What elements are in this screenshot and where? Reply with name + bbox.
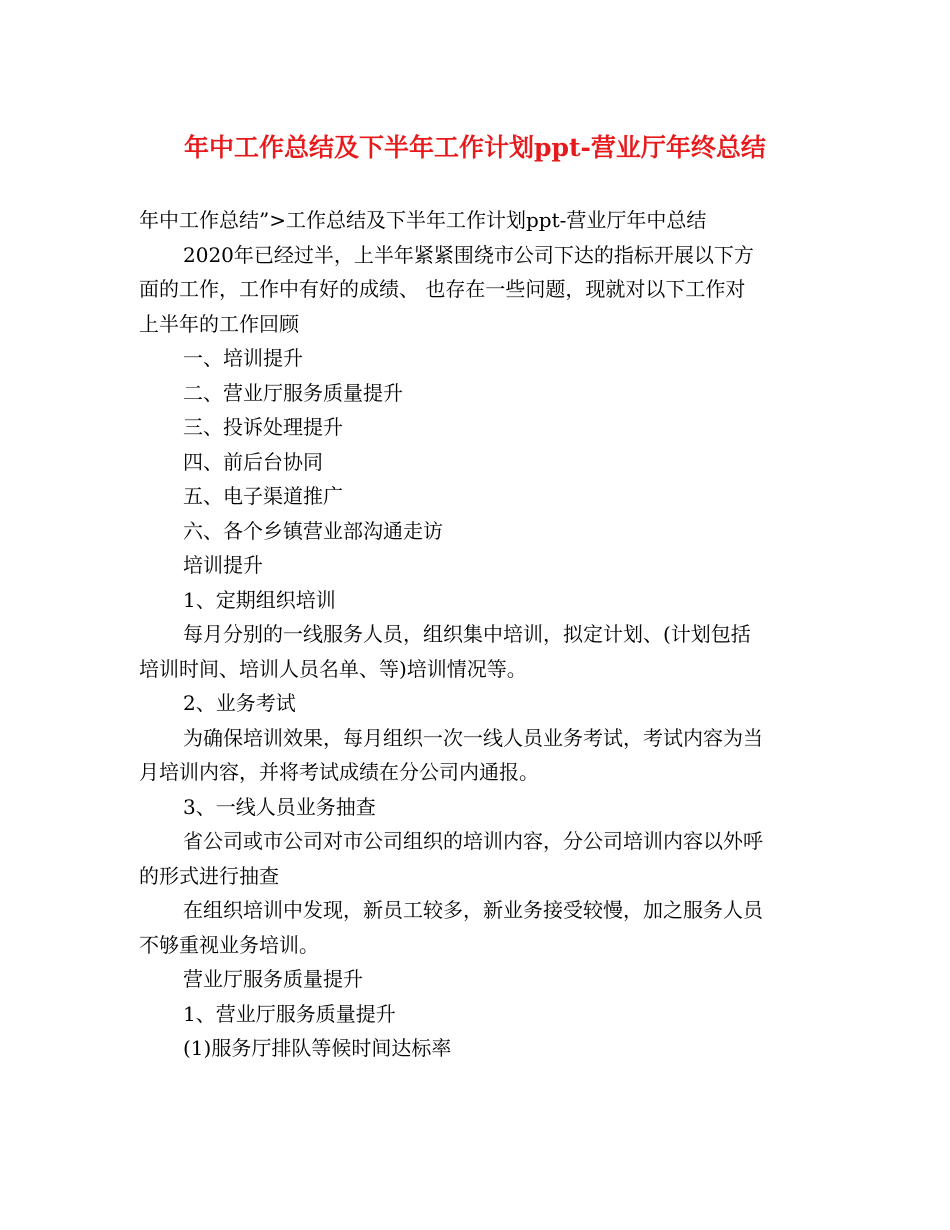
document-title: 年中工作总结及下半年工作计划ppt-营业厅年终总结 xyxy=(184,133,766,162)
body-line: 面的工作，工作中有好的成绩、 也存在一些问题，现就对以下工作对 xyxy=(139,277,746,301)
body-line: 二、营业厅服务质量提升 xyxy=(183,380,403,405)
body-line: 每月分别的一线服务人员，组织集中培训，拟定计划、(计划包括 xyxy=(183,622,751,646)
body-line: 四、前后台协同 xyxy=(183,449,323,474)
body-line: 六、各个乡镇营业部沟通走访 xyxy=(183,518,443,543)
body-line: 三、投诉处理提升 xyxy=(183,415,343,439)
body-line: 不够重视业务培训。 xyxy=(139,932,319,957)
body-line: 月培训内容，并将考试成绩在分公司内通报。 xyxy=(139,760,539,784)
body-line: 培训时间、培训人员名单、等)培训情况等。 xyxy=(139,656,527,681)
body-line: 培训提升 xyxy=(183,553,263,577)
body-line: 2、业务考试 xyxy=(183,691,296,715)
body-line: 3、一线人员业务抽查 xyxy=(183,794,376,819)
body-line: 营业厅服务质量提升 xyxy=(183,967,363,991)
body-line: 2020年已经过半，上半年紧紧围绕市公司下达的指标开展以下方 xyxy=(183,242,754,267)
body-line: (1)服务厅排队等候时间达标率 xyxy=(183,1036,452,1060)
body-line: 在组织培训中发现，新员工较多，新业务接受较慢，加之服务人员 xyxy=(183,898,763,922)
body-line: 年中工作总结”>工作总结及下半年工作计划ppt-营业厅年中总结 xyxy=(139,208,707,232)
body-line: 为确保培训效果，每月组织一次一线人员业务考试，考试内容为当 xyxy=(183,725,763,750)
body-line: 1、定期组织培训 xyxy=(183,587,336,612)
document-body xyxy=(139,203,814,1066)
body-line: 五、电子渠道推广 xyxy=(183,484,343,508)
body-line: 上半年的工作回顾 xyxy=(139,311,299,336)
body-line: 省公司或市公司对市公司组织的培训内容，分公司培训内容以外呼 xyxy=(183,829,763,853)
body-line: 1、营业厅服务质量提升 xyxy=(183,1001,396,1026)
body-line: 一、培训提升 xyxy=(183,346,303,370)
body-line: 的形式进行抽查 xyxy=(139,863,279,888)
